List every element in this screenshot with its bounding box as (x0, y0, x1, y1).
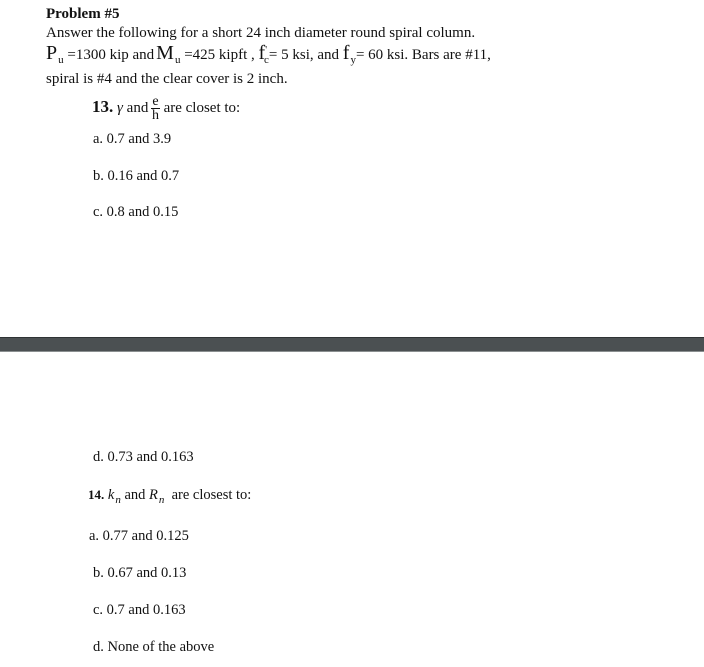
problem-line-3: spiral is #4 and the clear cover is 2 inch. (46, 71, 288, 87)
page-break-bar (0, 337, 704, 352)
question-13-option-c[interactable]: c. 0.8 and 0.15 (93, 204, 179, 220)
fy-subscript: y (350, 54, 356, 66)
fc-value: = 5 ksi, and (268, 47, 340, 63)
pu-subscript: u (58, 54, 64, 66)
question-14-and: and (124, 487, 146, 503)
question-13-option-a[interactable]: a. 0.7 and 3.9 (93, 131, 172, 147)
mu-symbol: M (156, 42, 174, 64)
fc-subscript: c (264, 54, 269, 66)
problem-givens (46, 44, 491, 66)
k-symbol: k (107, 487, 115, 503)
question-13-option-b[interactable]: b. 0.16 and 0.7 (93, 168, 180, 184)
question-13-stem (92, 95, 240, 122)
fraction-denominator: h (151, 108, 159, 123)
question-13-number: 13. (92, 96, 114, 116)
question-14-tail: are closest to: (171, 487, 252, 503)
r-subscript: n (158, 494, 165, 506)
question-14-stem (88, 486, 251, 505)
mu-subscript: u (174, 54, 181, 66)
question-13-and: and (126, 99, 149, 116)
problem-title: Problem #5 (46, 6, 120, 22)
fc-prime: ' (265, 45, 267, 56)
question-14-option-d[interactable]: d. None of the above (93, 639, 215, 655)
question-13-option-d[interactable]: d. 0.73 and 0.163 (93, 449, 194, 465)
fc-symbol: f (258, 42, 266, 64)
problem-intro: Answer the following for a short 24 inch diameter round spiral column. (46, 25, 476, 41)
fy-value: = 60 ksi. Bars are #11, (355, 47, 491, 63)
pu-symbol: P (46, 42, 58, 64)
r-symbol: R (149, 487, 158, 503)
question-14-number: 14. (88, 487, 105, 502)
pu-value: =1300 kip and (67, 47, 155, 63)
fraction-numerator: e (152, 94, 159, 109)
mu-value: =425 kipft , (184, 47, 255, 63)
fy-symbol: f (342, 42, 350, 64)
e-over-h-fraction (151, 95, 159, 122)
question-14-option-b[interactable]: b. 0.67 and 0.13 (93, 565, 187, 581)
question-13-tail: are closet to: (163, 99, 241, 116)
k-subscript: n (115, 494, 121, 506)
gamma-symbol: γ (117, 99, 123, 116)
question-14-option-a[interactable]: a. 0.77 and 0.125 (89, 528, 189, 544)
question-14-option-c[interactable]: c. 0.7 and 0.163 (93, 602, 186, 618)
